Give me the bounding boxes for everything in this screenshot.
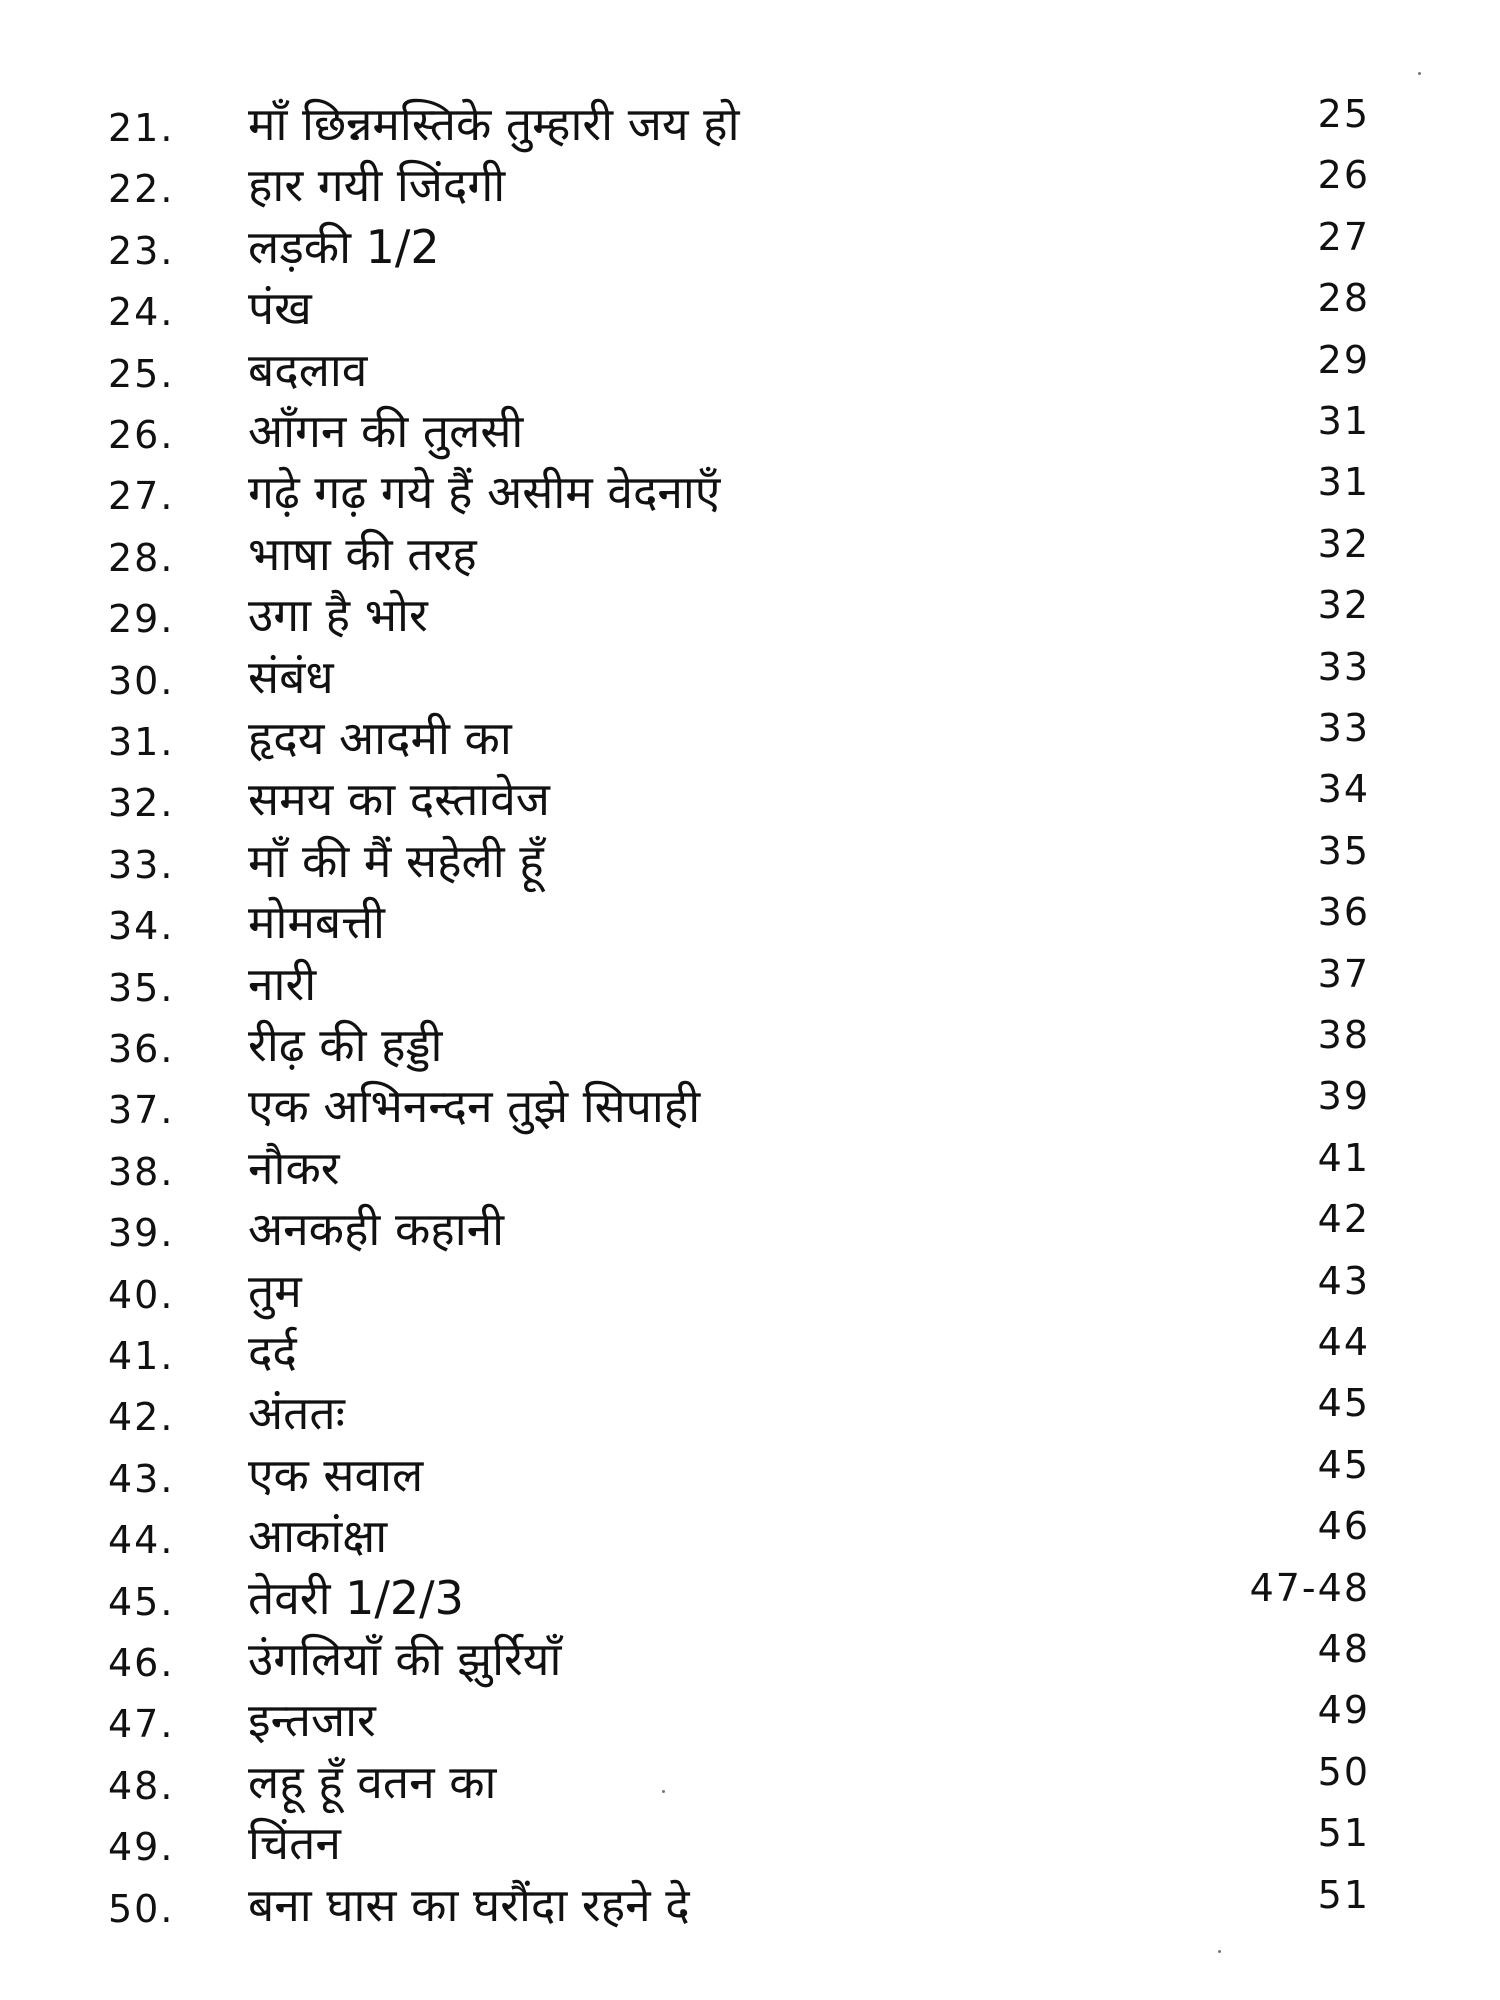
entry-title: लहू हूँ वतन का xyxy=(248,1754,497,1809)
toc-entry xyxy=(0,951,1500,1018)
entry-number: 49. xyxy=(108,1825,175,1870)
entry-page-number: 31 xyxy=(1317,399,1370,443)
entry-number: 42. xyxy=(108,1395,175,1440)
entry-page-number: 33 xyxy=(1317,706,1370,750)
entry-page-number: 49 xyxy=(1317,1688,1370,1733)
entry-number: 36. xyxy=(108,1027,175,1071)
entry-number: 46. xyxy=(108,1641,175,1685)
entry-number: 35. xyxy=(108,965,175,1010)
toc-entry xyxy=(0,828,1500,895)
entry-title: चिंतन xyxy=(248,1816,341,1871)
toc-entry xyxy=(0,1872,1500,1939)
entry-number: 44. xyxy=(108,1518,175,1563)
entry-title: एक सवाल xyxy=(248,1447,424,1502)
toc-entry xyxy=(0,153,1500,219)
toc-entry xyxy=(0,1627,1500,1693)
toc-entry xyxy=(0,1320,1500,1386)
toc-entry xyxy=(0,1197,1500,1263)
entry-page-number: 48 xyxy=(1317,1627,1370,1671)
entry-page-number: 46 xyxy=(1317,1504,1370,1549)
entry-page-number: 47-48 xyxy=(1249,1565,1370,1610)
entry-number: 31. xyxy=(108,720,175,764)
entry-number: 48. xyxy=(108,1763,175,1808)
entry-number: 47. xyxy=(108,1702,175,1747)
toc-entry xyxy=(0,706,1500,772)
entry-page-number: 32 xyxy=(1317,521,1370,566)
entry-title: अंततः xyxy=(248,1386,345,1441)
entry-title: दर्द xyxy=(248,1325,297,1379)
entry-title: मोमबत्ती xyxy=(248,895,385,950)
entry-number: 29. xyxy=(108,597,175,642)
toc-entry xyxy=(0,460,1500,526)
entry-title: नारी xyxy=(248,956,317,1011)
scan-speck xyxy=(1418,72,1421,75)
entry-number: 50. xyxy=(108,1886,175,1931)
entry-number: 22. xyxy=(108,167,175,212)
entry-page-number: 29 xyxy=(1317,337,1370,382)
entry-number: 21. xyxy=(108,106,175,150)
entry-title: तेवरी 1/2/3 xyxy=(248,1570,464,1625)
entry-title: उंगलियाँ की झुर्रियाँ xyxy=(248,1632,562,1686)
entry-title: रीढ़ की हड्डी xyxy=(248,1018,443,1072)
entry-page-number: 36 xyxy=(1317,890,1370,935)
entry-title: हार गयी जिंदगी xyxy=(248,158,506,213)
toc-entry xyxy=(0,1749,1500,1816)
entry-number: 32. xyxy=(108,781,175,826)
entry-page-number: 42 xyxy=(1317,1197,1370,1242)
entry-page-number: 28 xyxy=(1317,276,1370,321)
entry-title: गढ़े गढ़ गये हैं असीम वेदनाएँ xyxy=(248,465,721,520)
entry-page-number: 37 xyxy=(1317,951,1370,996)
toc-entry xyxy=(0,767,1500,833)
entry-number: 28. xyxy=(108,535,175,580)
toc-entry xyxy=(0,399,1500,465)
toc-entry xyxy=(0,644,1500,711)
entry-number: 34. xyxy=(108,904,175,949)
entry-title: एक अभिनन्दन तुझे सिपाही xyxy=(248,1079,701,1134)
entry-number: 43. xyxy=(108,1456,175,1501)
entry-page-number: 31 xyxy=(1317,460,1370,505)
entry-title: भाषा की तरह xyxy=(248,526,477,581)
toc-entry xyxy=(0,521,1500,588)
entry-page-number: 35 xyxy=(1317,828,1370,873)
entry-number: 27. xyxy=(108,474,175,519)
toc-entry xyxy=(0,1811,1500,1877)
entry-title: तुम xyxy=(248,1263,302,1318)
toc-entry xyxy=(0,1258,1500,1325)
toc-entry xyxy=(0,1688,1500,1754)
entry-page-number: 39 xyxy=(1317,1074,1370,1119)
entry-page-number: 51 xyxy=(1317,1872,1370,1917)
entry-number: 26. xyxy=(108,413,175,457)
entry-page-number: 32 xyxy=(1317,583,1370,628)
entry-title: माँ की मैं सहेली हूँ xyxy=(248,833,544,888)
entry-page-number: 38 xyxy=(1317,1013,1370,1057)
entry-number: 33. xyxy=(108,842,175,887)
entry-number: 37. xyxy=(108,1088,175,1133)
entry-page-number: 27 xyxy=(1317,214,1370,259)
entry-title: संबंध xyxy=(248,649,334,704)
toc-entry xyxy=(0,1442,1500,1509)
entry-number: 40. xyxy=(108,1272,175,1317)
entry-page-number: 33 xyxy=(1317,644,1370,689)
toc-entry xyxy=(0,1074,1500,1140)
toc-entry xyxy=(0,890,1500,956)
toc-entry xyxy=(0,337,1500,404)
entry-page-number: 50 xyxy=(1317,1749,1370,1794)
entry-title: आकांक्षा xyxy=(248,1509,388,1564)
entry-title: बदलाव xyxy=(248,342,368,397)
toc-entry xyxy=(0,214,1500,281)
toc-entry xyxy=(0,1135,1500,1202)
scan-speck xyxy=(662,1790,665,1793)
entry-page-number: 44 xyxy=(1317,1320,1370,1364)
entry-title: अनकही कहानी xyxy=(248,1202,505,1257)
entry-title: आँगन की तुलसी xyxy=(248,404,524,458)
entry-page-number: 45 xyxy=(1317,1381,1370,1426)
entry-page-number: 41 xyxy=(1317,1135,1370,1180)
entry-number: 41. xyxy=(108,1334,175,1378)
entry-number: 30. xyxy=(108,658,175,703)
entry-title: माँ छिन्नमस्तिके तुम्हारी जय हो xyxy=(248,97,740,151)
toc-entry xyxy=(0,1013,1500,1079)
entry-number: 25. xyxy=(108,351,175,396)
entry-title: बना घास का घरौंदा रहने दे xyxy=(248,1877,690,1932)
entry-title: पंख xyxy=(248,281,312,336)
entry-page-number: 25 xyxy=(1317,92,1370,136)
toc-entry xyxy=(0,583,1500,649)
entry-title: लड़की 1/2 xyxy=(248,219,440,274)
entry-number: 38. xyxy=(108,1149,175,1194)
entry-number: 39. xyxy=(108,1211,175,1256)
entry-page-number: 51 xyxy=(1317,1811,1370,1856)
entry-number: 24. xyxy=(108,290,175,335)
entry-page-number: 34 xyxy=(1317,767,1370,812)
toc-entry xyxy=(0,1565,1500,1632)
entry-title: इन्तजार xyxy=(248,1693,376,1748)
scan-speck xyxy=(1218,1950,1221,1953)
entry-title: समय का दस्तावेज xyxy=(248,772,550,827)
toc-entry xyxy=(0,92,1500,158)
toc-entry xyxy=(0,1381,1500,1447)
entry-title: उगा है भोर xyxy=(248,588,428,643)
entry-page-number: 43 xyxy=(1317,1258,1370,1303)
toc-entry xyxy=(0,276,1500,342)
entry-number: 23. xyxy=(108,228,175,273)
entry-page-number: 45 xyxy=(1317,1442,1370,1487)
entry-title: नौकर xyxy=(248,1140,340,1195)
entry-title: हृदय आदमी का xyxy=(248,711,512,765)
entry-number: 45. xyxy=(108,1579,175,1624)
entry-page-number: 26 xyxy=(1317,153,1370,198)
